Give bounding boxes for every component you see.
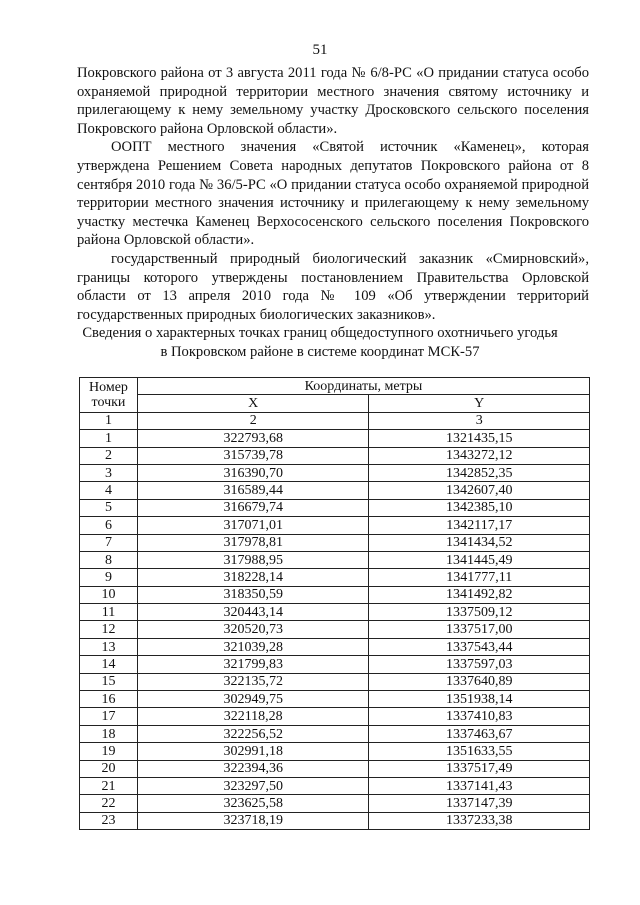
x-coordinate-cell: 317988,95 xyxy=(137,551,369,568)
table-row xyxy=(80,673,590,690)
table-row xyxy=(80,464,590,481)
y-coordinate-cell: 1337597,03 xyxy=(369,656,590,673)
table-row xyxy=(80,482,590,499)
header-coordinates: Координаты, метры xyxy=(137,378,589,395)
column-number-2: 2 xyxy=(137,412,369,429)
y-coordinate-cell: 1341434,52 xyxy=(369,534,590,551)
table-row xyxy=(80,621,590,638)
table-row xyxy=(80,430,590,447)
y-coordinate-cell: 1351938,14 xyxy=(369,691,590,708)
y-coordinate-cell: 1351633,55 xyxy=(369,743,590,760)
table-row xyxy=(80,586,590,603)
table-row xyxy=(80,638,590,655)
x-coordinate-cell: 321799,83 xyxy=(137,656,369,673)
point-number-cell: 4 xyxy=(80,482,138,499)
point-number-cell: 11 xyxy=(80,604,138,621)
header-number-line1: Номер xyxy=(89,379,128,395)
y-coordinate-cell: 1337410,83 xyxy=(369,708,590,725)
x-coordinate-cell: 320520,73 xyxy=(137,621,369,638)
table-row xyxy=(80,760,590,777)
point-number-cell: 1 xyxy=(80,430,138,447)
x-coordinate-cell: 323625,58 xyxy=(137,795,369,812)
table-row xyxy=(80,795,590,812)
table-row xyxy=(80,725,590,742)
table-row xyxy=(80,534,590,551)
point-number-cell: 2 xyxy=(80,447,138,464)
table-body xyxy=(80,430,590,830)
table-row xyxy=(80,691,590,708)
y-coordinate-cell: 1337463,67 xyxy=(369,725,590,742)
point-number-cell: 19 xyxy=(80,743,138,760)
point-number-cell: 8 xyxy=(80,551,138,568)
point-number-cell: 13 xyxy=(80,638,138,655)
header-x: X xyxy=(137,395,369,412)
coordinates-table xyxy=(79,377,590,830)
x-coordinate-cell: 317978,81 xyxy=(137,534,369,551)
y-coordinate-cell: 1342607,40 xyxy=(369,482,590,499)
x-coordinate-cell: 322135,72 xyxy=(137,673,369,690)
y-coordinate-cell: 1342852,35 xyxy=(369,464,590,481)
point-number-cell: 21 xyxy=(80,777,138,794)
table-row xyxy=(80,777,590,794)
table-row xyxy=(80,656,590,673)
point-number-cell: 15 xyxy=(80,673,138,690)
paragraph-continuation: Покровского района от 3 августа 2011 года № 6/8-РС «О придании статуса особо охраняемой природной территории местного значения святому источнику и прилегающему к нему земельному участку Дросковского сельского поселения Покровского района Орловской области». xyxy=(77,65,589,137)
x-coordinate-cell: 316589,44 xyxy=(137,482,369,499)
x-coordinate-cell: 302949,75 xyxy=(137,691,369,708)
x-coordinate-cell: 318228,14 xyxy=(137,569,369,586)
point-number-cell: 17 xyxy=(80,708,138,725)
column-number-1: 1 xyxy=(80,412,138,429)
point-number-cell: 10 xyxy=(80,586,138,603)
caption-line-1: Сведения о характерных точках границ общедоступного охотничьего угодья xyxy=(82,325,558,341)
table-row xyxy=(80,517,590,534)
point-number-cell: 20 xyxy=(80,760,138,777)
y-coordinate-cell: 1342385,10 xyxy=(369,499,590,516)
x-coordinate-cell: 317071,01 xyxy=(137,517,369,534)
x-coordinate-cell: 323718,19 xyxy=(137,812,369,829)
point-number-cell: 9 xyxy=(80,569,138,586)
x-coordinate-cell: 322793,68 xyxy=(137,430,369,447)
point-number-cell: 16 xyxy=(80,691,138,708)
header-y: Y xyxy=(369,395,590,412)
y-coordinate-cell: 1337517,49 xyxy=(369,760,590,777)
y-coordinate-cell: 1337509,12 xyxy=(369,604,590,621)
y-coordinate-cell: 1321435,15 xyxy=(369,430,590,447)
y-coordinate-cell: 1337233,38 xyxy=(369,812,590,829)
y-coordinate-cell: 1341777,11 xyxy=(369,569,590,586)
point-number-cell: 22 xyxy=(80,795,138,812)
y-coordinate-cell: 1337543,44 xyxy=(369,638,590,655)
header-point-number xyxy=(80,378,138,413)
x-coordinate-cell: 320443,14 xyxy=(137,604,369,621)
point-number-cell: 23 xyxy=(80,812,138,829)
table-row xyxy=(80,551,590,568)
x-coordinate-cell: 316390,70 xyxy=(137,464,369,481)
y-coordinate-cell: 1341492,82 xyxy=(369,586,590,603)
table-caption xyxy=(0,324,640,361)
caption-line-2: в Покровском районе в системе координат МСК-57 xyxy=(160,343,480,360)
point-number-cell: 5 xyxy=(80,499,138,516)
column-number-3: 3 xyxy=(369,412,590,429)
table-row xyxy=(80,604,590,621)
y-coordinate-cell: 1337147,39 xyxy=(369,795,590,812)
paragraph-kamenets: ООПТ местного значения «Святой источник «Каменец», которая утверждена Решением Совета народных депутатов Покровского района от 8 сентября 2010 года № 36/5-РС «О придании статуса особо охраняемой природной территории местного значения источнику и прилегающему к нему земельному участку местечка Каменец Верхососенского сельского поселения Покровского района Орловской области». xyxy=(77,139,589,249)
x-coordinate-cell: 318350,59 xyxy=(137,586,369,603)
x-coordinate-cell: 302991,18 xyxy=(137,743,369,760)
table-row xyxy=(80,569,590,586)
x-coordinate-cell: 322256,52 xyxy=(137,725,369,742)
point-number-cell: 7 xyxy=(80,534,138,551)
point-number-cell: 12 xyxy=(80,621,138,638)
x-coordinate-cell: 316679,74 xyxy=(137,499,369,516)
point-number-cell: 6 xyxy=(80,517,138,534)
page-number: 51 xyxy=(312,42,328,58)
x-coordinate-cell: 322394,36 xyxy=(137,760,369,777)
x-coordinate-cell: 315739,78 xyxy=(137,447,369,464)
table-row xyxy=(80,812,590,829)
point-number-cell: 3 xyxy=(80,464,138,481)
y-coordinate-cell: 1337517,00 xyxy=(369,621,590,638)
y-coordinate-cell: 1342117,17 xyxy=(369,517,590,534)
table-row xyxy=(80,447,590,464)
header-number-line2: точки xyxy=(91,394,126,410)
y-coordinate-cell: 1337141,43 xyxy=(369,777,590,794)
y-coordinate-cell: 1337640,89 xyxy=(369,673,590,690)
x-coordinate-cell: 323297,50 xyxy=(137,777,369,794)
x-coordinate-cell: 321039,28 xyxy=(137,638,369,655)
point-number-cell: 18 xyxy=(80,725,138,742)
x-coordinate-cell: 322118,28 xyxy=(137,708,369,725)
point-number-cell: 14 xyxy=(80,656,138,673)
paragraph-smirnovsky: государственный природный биологический заказник «Смирновский», границы которого утверждены постановлением Правительства Орловской области от 13 апреля 2010 года № 109 «Об утверждении территорий государственных природных биологических заказников». xyxy=(77,250,589,323)
y-coordinate-cell: 1343272,12 xyxy=(369,447,590,464)
table-row xyxy=(80,708,590,725)
table-row xyxy=(80,743,590,760)
y-coordinate-cell: 1341445,49 xyxy=(369,551,590,568)
table-row xyxy=(80,499,590,516)
body-text xyxy=(77,64,589,324)
